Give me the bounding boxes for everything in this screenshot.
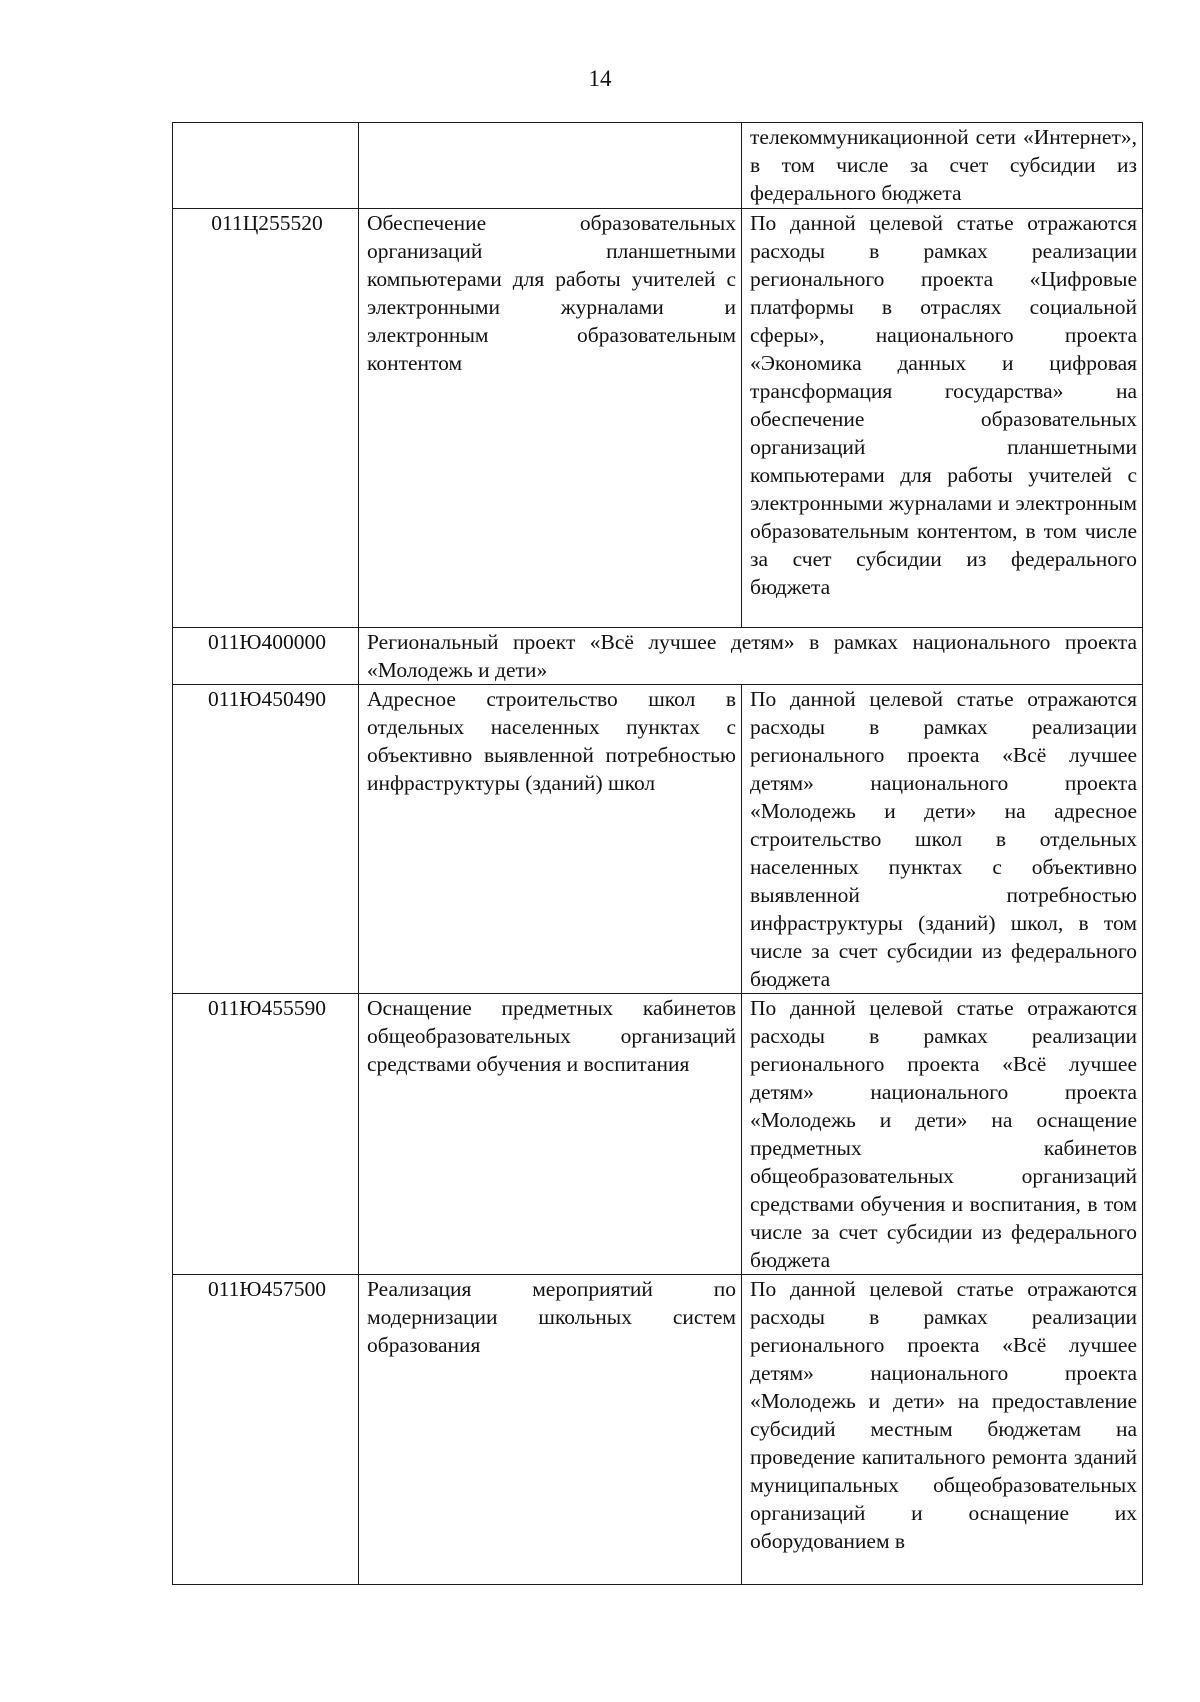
table-row bbox=[173, 123, 1143, 209]
row-description: По данной целевой статье отражаются расходы в рамках реализации регионального проекта «Всё лучшее детям» национального проекта «Молодежь и дети» на предоставление субсидий местным бюджетам на проведение капитального ремонта зданий муниципальных общеобразовательных организаций и оснащение их оборудованием в bbox=[742, 1275, 1143, 1585]
row-name: Реализация мероприятий по модернизации школьных систем образования bbox=[359, 1275, 742, 1585]
table-row bbox=[173, 994, 1143, 1275]
row-description: телекоммуникационной сети «Интернет», в том числе за счет субсидии из федерального бюджета bbox=[742, 123, 1143, 209]
row-code: 011Ю400000 bbox=[173, 628, 359, 685]
row-name: Обеспечение образовательных организаций планшетными компьютерами для работы учителей с электронными журналами и электронным образовательным контентом bbox=[359, 209, 742, 628]
row-code: 011Ю457500 bbox=[173, 1275, 359, 1585]
table-row bbox=[173, 685, 1143, 994]
table-row bbox=[173, 628, 1143, 685]
row-merged-title: Региональный проект «Всё лучшее детям» в рамках национального проекта «Молодежь и дети» bbox=[359, 628, 1143, 685]
row-code bbox=[173, 123, 359, 209]
row-code: 011Ю455590 bbox=[173, 994, 359, 1275]
row-description: По данной целевой статье отражаются расходы в рамках реализации регионального проекта «Всё лучшее детям» национального проекта «Молодежь и дети» на адресное строительство школ в отдельных населенных пунктах с объективно выявленной потребностью инфраструктуры (зданий) школ, в том числе за счет субсидии из федерального бюджета bbox=[742, 685, 1143, 994]
page-number: 14 bbox=[588, 66, 612, 91]
row-name bbox=[359, 123, 742, 209]
table-row bbox=[173, 1275, 1143, 1585]
row-description: По данной целевой статье отражаются расходы в рамках реализации регионального проекта «Всё лучшее детям» национального проекта «Молодежь и дети» на оснащение предметных кабинетов общеобразовательных организаций средствами обучения и воспитания, в том числе за счет субсидии из федерального бюджета bbox=[742, 994, 1143, 1275]
row-description: По данной целевой статье отражаются расходы в рамках реализации регионального проекта «Цифровые платформы в отраслях социальной сферы», национального проекта «Экономика данных и цифровая трансформация государства» на обеспечение образовательных организаций планшетными компьютерами для работы учителей с электронными журналами и электронным образовательным контентом, в том числе за счет субсидии из федерального бюджета bbox=[742, 209, 1143, 628]
row-code: 011Ц255520 bbox=[173, 209, 359, 628]
row-name: Оснащение предметных кабинетов общеобразовательных организаций средствами обучения и воспитания bbox=[359, 994, 742, 1275]
table-row bbox=[173, 209, 1143, 628]
row-code: 011Ю450490 bbox=[173, 685, 359, 994]
target-articles-table bbox=[172, 122, 1143, 1585]
row-name: Адресное строительство школ в отдельных населенных пунктах с объективно выявленной потребностью инфраструктуры (зданий) школ bbox=[359, 685, 742, 994]
